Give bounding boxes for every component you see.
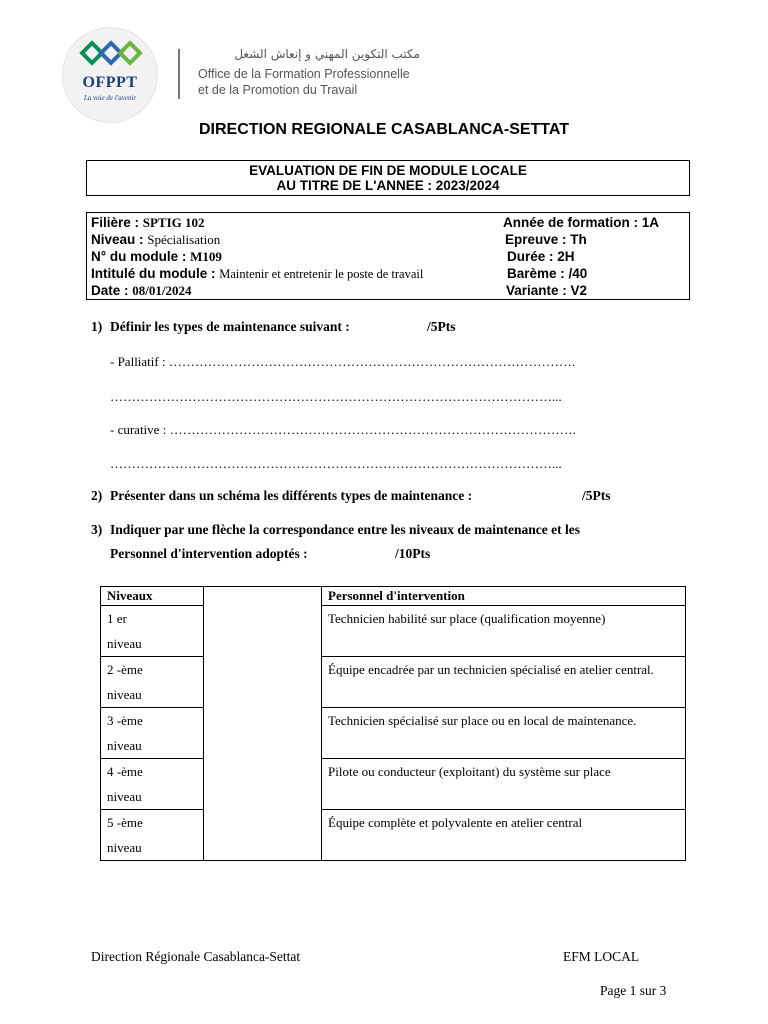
question-2-number: 2) <box>91 488 103 503</box>
answer-dots: …………………………………………………………………………………. <box>169 422 576 437</box>
module-number-value: M109 <box>190 249 222 264</box>
header-personnel: Personnel d'intervention <box>322 587 686 606</box>
module-number-row <box>91 248 222 265</box>
palliatif-label: - Palliatif : <box>110 354 169 369</box>
ofppt-logo-mark-icon <box>63 28 159 78</box>
question-1-points: /5Pts <box>427 319 456 334</box>
level-cell <box>101 606 204 657</box>
header-divider <box>178 49 180 99</box>
level-line-1: 1 er <box>107 611 127 626</box>
level-cell <box>101 810 204 861</box>
filiere-label: Filière : <box>91 215 143 230</box>
answer-line-dots: …………………………………………………………………………………………... <box>110 389 562 404</box>
answer-line-dots: …………………………………………………………………………………………... <box>110 456 562 471</box>
date-row <box>91 282 192 299</box>
annee-formation: Année de formation : 1A <box>503 215 660 230</box>
org-name-arabic: مكتب التكوين المهني و إنعاش الشغل <box>234 47 420 61</box>
niveau-row <box>91 231 220 248</box>
question-1-text: Définir les types de maintenance suivant : <box>110 319 350 334</box>
arrow-area[interactable] <box>204 587 322 861</box>
niveau-value: Spécialisation <box>147 232 221 247</box>
filiere-value: SPTIG 102 <box>142 215 205 230</box>
question-2-points: /5Pts <box>582 488 611 503</box>
module-title-row <box>91 265 423 282</box>
exam-info-box <box>86 212 690 300</box>
level-cell <box>101 759 204 810</box>
evaluation-line-2: AU TITRE DE L'ANNEE : 2023/2024 <box>276 178 500 193</box>
level-line-1: 2 -ème <box>107 662 143 677</box>
level-line-1: 3 -ème <box>107 713 143 728</box>
level-line-2: niveau <box>107 738 142 753</box>
table-row <box>101 708 686 759</box>
question-2-text: Présenter dans un schéma les différents types de maintenance : <box>110 488 473 503</box>
org-name-line-2: et de la Promotion du Travail <box>198 83 358 97</box>
filiere-row <box>91 214 205 231</box>
question-3-text-line-1: Indiquer par une flèche la correspondance entre les niveaux de maintenance et les <box>110 522 580 537</box>
page-number: Page 1 sur 3 <box>600 983 667 998</box>
epreuve: Epreuve : Th <box>505 232 587 247</box>
bareme: Barème : /40 <box>507 266 588 281</box>
direction-title: DIRECTION REGIONALE CASABLANCA-SETTAT <box>198 121 570 138</box>
niveau-label: Niveau : <box>91 232 148 247</box>
footer-efm: EFM LOCAL <box>563 949 640 964</box>
table-row <box>101 657 686 708</box>
level-line-2: niveau <box>107 636 142 651</box>
footer-direction: Direction Régionale Casablanca-Settat <box>91 949 301 964</box>
header-niveaux: Niveaux <box>101 587 204 606</box>
curative-label: - curative : <box>110 422 170 437</box>
level-line-2: niveau <box>107 789 142 804</box>
table-row <box>101 606 686 657</box>
duree: Durée : 2H <box>507 249 575 264</box>
logo-wordmark: OFPPT <box>82 74 138 91</box>
level-line-1: 5 -ème <box>107 815 143 830</box>
personnel-cell: Équipe complète et polyvalente en atelier central <box>322 810 686 861</box>
table-header-row <box>101 587 686 606</box>
module-title-value: Maintenir et entretenir le poste de travail <box>219 267 424 281</box>
level-line-2: niveau <box>107 687 142 702</box>
date-label: Date : <box>91 283 133 298</box>
palliatif-line <box>110 354 575 370</box>
answer-dots: …………………………………………………………………………………. <box>168 354 576 369</box>
question-1-number: 1) <box>91 319 103 334</box>
levels-personnel-table <box>100 586 686 861</box>
question-3-text-line-2: Personnel d'intervention adoptés : <box>110 546 308 561</box>
personnel-cell: Équipe encadrée par un technicien spécialisé en atelier central. <box>322 657 686 708</box>
evaluation-box <box>86 160 690 196</box>
evaluation-line-1: EVALUATION DE FIN DE MODULE LOCALE <box>249 163 527 178</box>
curative-line <box>110 422 576 438</box>
org-name-french <box>198 66 410 98</box>
personnel-cell: Technicien spécialisé sur place ou en local de maintenance. <box>322 708 686 759</box>
table-row <box>101 810 686 861</box>
level-cell <box>101 657 204 708</box>
table-row <box>101 759 686 810</box>
level-line-1: 4 -ème <box>107 764 143 779</box>
question-3-number: 3) <box>91 522 103 537</box>
module-title-label: Intitulé du module : <box>91 266 220 281</box>
org-name-line-1: Office de la Formation Professionnelle <box>198 67 410 81</box>
personnel-cell: Pilote ou conducteur (exploitant) du système sur place <box>322 759 686 810</box>
personnel-cell: Technicien habilité sur place (qualification moyenne) <box>322 606 686 657</box>
logo-tagline: La voie de l'avenir <box>83 94 137 102</box>
module-number-label: N° du module : <box>91 249 191 264</box>
variante: Variante : V2 <box>506 283 588 298</box>
date-value: 08/01/2024 <box>132 283 192 298</box>
level-line-2: niveau <box>107 840 142 855</box>
question-3-points: /10Pts <box>395 546 431 561</box>
level-cell <box>101 708 204 759</box>
